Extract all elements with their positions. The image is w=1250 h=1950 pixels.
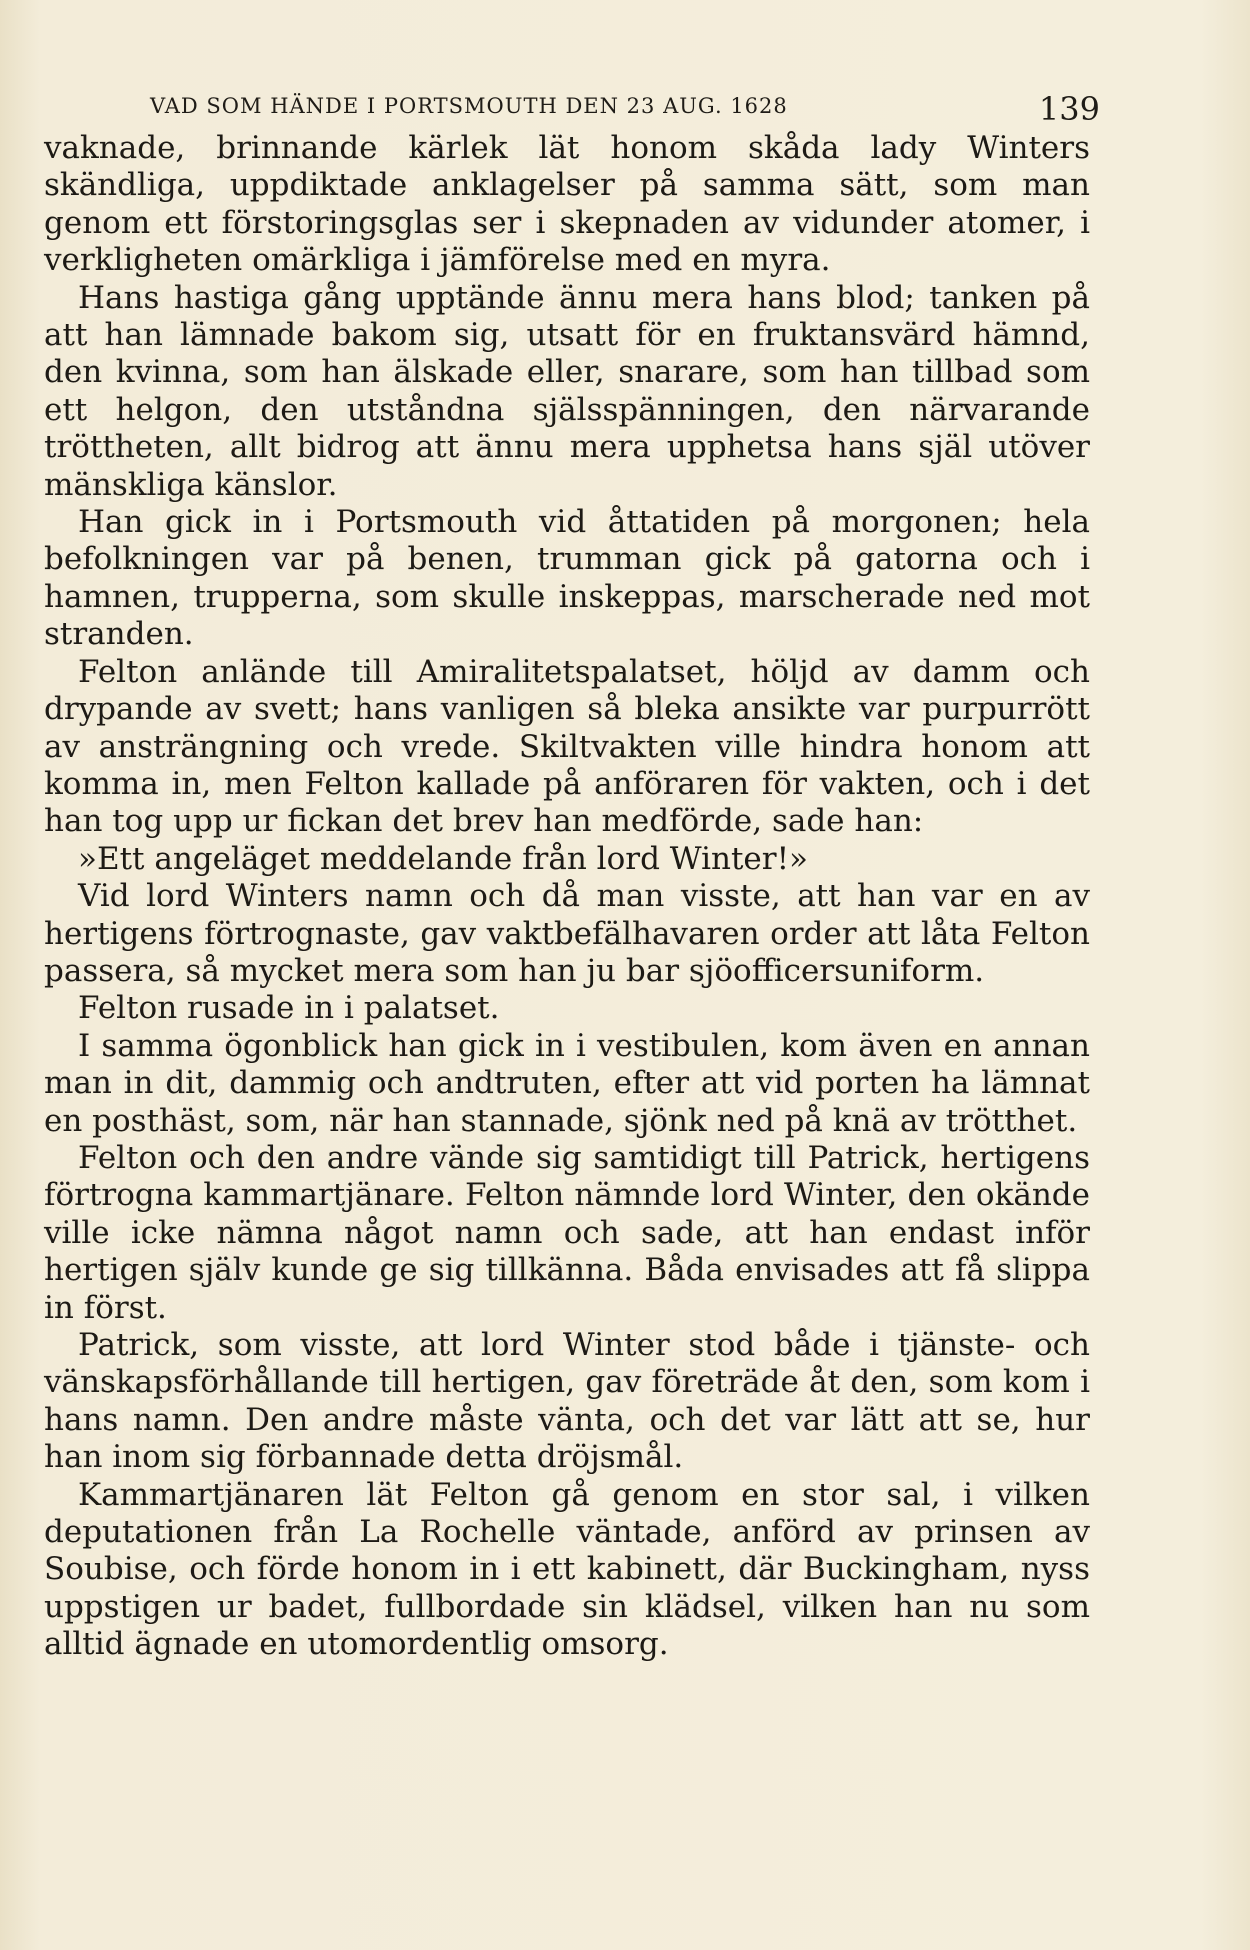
running-title: VAD SOM HÄNDE I PORTSMOUTH DEN 23 AUG. 1628 bbox=[150, 94, 788, 118]
paragraph: Felton anlände till Amiralitetspalatset, höljd av damm och drypande av svett; hans vanligen så bleka ansikte var purpurrött av ansträngning och vrede. Skiltvakten ville hindra honom att komma in, men Felton kallade på anföraren för vakten, och i det han tog upp ur fickan det brev han medförde, sade han: bbox=[44, 653, 1090, 840]
running-header bbox=[150, 90, 1100, 130]
paragraph: Kammartjänaren lät Felton gå genom en stor sal, i vilken deputationen från La Rochelle väntade, anförd av prinsen av Soubise, och förde honom in i ett kabinett, där Buckingham, nyss uppstigen ur badet, fullbordade sin klädsel, vilken han nu som alltid ägnade en utomordentlig omsorg. bbox=[44, 1476, 1090, 1663]
page-number: 139 bbox=[1038, 90, 1100, 128]
paragraph: I samma ögonblick han gick in i vestibulen, kom även en annan man in dit, dammig och andtruten, efter att vid porten ha lämnat en posthäst, som, när han stannade, sjönk ned på knä av trötthet. bbox=[44, 1027, 1090, 1139]
body-text bbox=[44, 130, 1090, 1664]
paragraph: Patrick, som visste, att lord Winter stod både i tjänste- och vänskapsförhållande till hertigen, gav företräde åt den, som kom i hans namn. Den andre måste vänta, och det var lätt att se, hur han inom sig förbannade detta dröjsmål. bbox=[44, 1327, 1090, 1476]
paragraph: Felton och den andre vände sig samtidigt till Patrick, hertigens förtrogna kammartjänare. Felton nämnde lord Winter, den okände ville icke nämna något namn och sade, att han endast inför hertigen själv kunde ge sig tillkänna. Båda envisades att få slippa in först. bbox=[44, 1139, 1090, 1326]
paragraph: Felton rusade in i palatset. bbox=[78, 990, 500, 1027]
paragraph: Han gick in i Portsmouth vid åttatiden på morgonen; hela befolkningen var på benen, trumman gick på gatorna och i hamnen, trupperna, som skulle inskeppas, marscherade ned mot stranden. bbox=[44, 504, 1090, 653]
paragraph: »Ett angeläget meddelande från lord Winter!» bbox=[78, 840, 809, 877]
paragraph: vaknade, brinnande kärlek lät honom skåda lady Winters skändliga, uppdiktade anklagelser på samma sätt, som man genom ett förstoringsglas ser i skepnaden av vidunder atomer, i verkligheten omärkliga i jämförelse med en myra. bbox=[44, 130, 1090, 279]
paragraph: Hans hastiga gång upptände ännu mera hans blod; tanken på att han lämnade bakom sig, utsatt för en fruktansvärd hämnd, den kvinna, som han älskade eller, snarare, som han tillbad som ett helgon, den utståndna själsspänningen, den närvarande tröttheten, allt bidrog att ännu mera upphetsa hans själ utöver mänskliga känslor. bbox=[44, 279, 1090, 503]
paragraph: Vid lord Winters namn och då man visste, att han var en av hertigens förtrognaste, gav vaktbefälhavaren order att låta Felton passera, så mycket mera som han ju bar sjöofficersuniform. bbox=[44, 878, 1090, 989]
